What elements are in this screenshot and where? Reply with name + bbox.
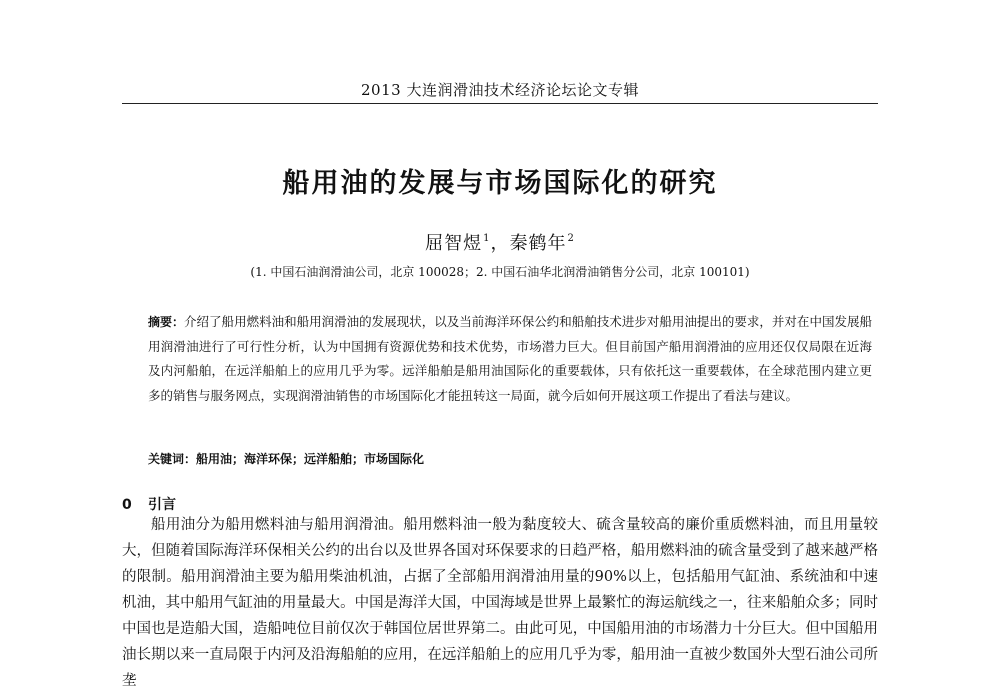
abstract-text: 介绍了船用燃料油和船用润滑油的发展现状，以及当前海洋环保公约和船舶技术进步对船用油提出的要求，并对在中国发展船用润滑油进行了可行性分析，认为中国拥有资源优势和技术优势，市场潜力巨大。但目前国产船用润滑油的应用还仅仅局限在近海及内河船舶，在远洋船舶上的应用几乎为零。远洋船舶是船用油国际化的重要载体，只有依托这一重要载体，在全球范围内建立更多的销售与服务网点，实现润滑油销售的市场国际化才能扭转这一局面，就今后如何开展这项工作提出了看法与建议。 (148, 314, 872, 403)
keywords-text: 船用油；海洋环保；远洋船舶；市场国际化 (196, 452, 425, 466)
author-name: 屈智煜 (425, 233, 483, 254)
author-separator: ， (490, 233, 510, 254)
abstract (148, 310, 872, 408)
journal-header: 2013 大连润滑油技术经济论坛论文专辑 (361, 81, 639, 99)
affiliations: (1. 中国石油润滑油公司，北京 100028；2. 中国石油华北润滑油销售分公司，北京 100101) (250, 265, 750, 279)
abstract-label: 摘要： (148, 315, 185, 329)
body-paragraph: 船用油分为船用燃料油与船用润滑油。船用燃料油一般为黏度较大、硫含量较高的廉价重质燃料油，而且用量较大，但随着国际海洋环保相关公约的出台以及世界各国对环保要求的日趋严格，船用燃料油的硫含量受到了越来越严格的限制。船用润滑油主要为船用柴油机油，占据了全部船用润滑油用量的90%以上，包括船用气缸油、系统油和中速机油，其中船用气缸油的用量最大。中国是海洋大国，中国海域是世界上最繁忙的海运航线之一，往来船舶众多；同时中国也是造船大国，造船吨位目前仅次于韩国位居世界第二。由此可见，中国船用油的市场潜力十分巨大。但中国船用油长期以来一直局限于内河及沿海船舶的应用，在远洋船舶上的应用几乎为零，船用油一直被少数国外大型石油公司所垄 (122, 517, 878, 689)
section-title: 引言 (148, 497, 176, 513)
author-affiliation-mark: 2 (567, 233, 575, 244)
header-divider (122, 103, 878, 104)
author-name: 秦鹤年 (509, 233, 567, 254)
keywords-label: 关键词： (148, 452, 197, 466)
authors-line (0, 229, 1000, 255)
section-heading (122, 494, 176, 514)
keywords (148, 450, 872, 467)
paper-title: 船用油的发展与市场国际化的研究 (282, 168, 718, 199)
section-number: 0 (122, 497, 132, 513)
author-affiliation-mark: 1 (483, 233, 491, 244)
